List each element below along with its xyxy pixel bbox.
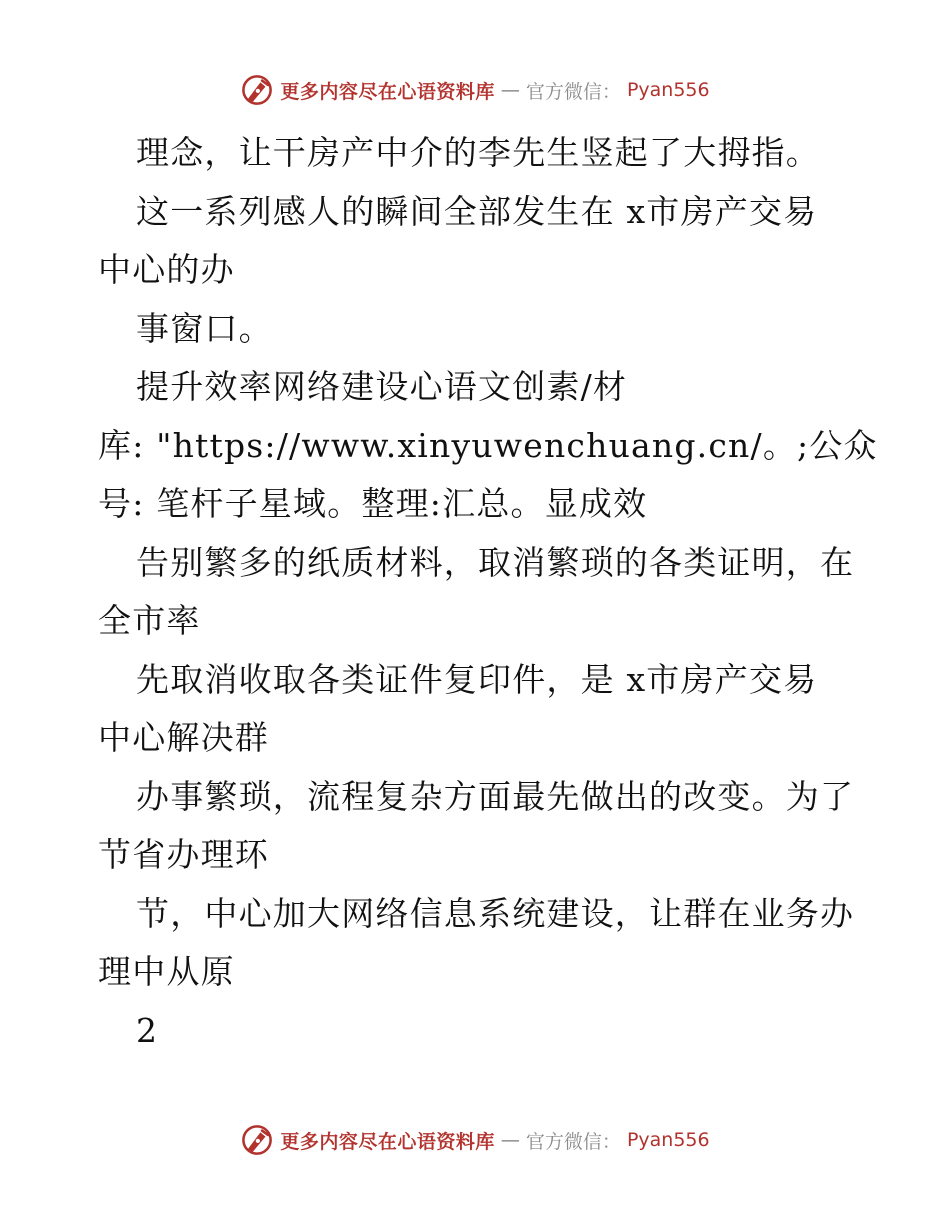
text-line: 全市率: [98, 601, 201, 640]
pen-nib-circle-icon: [240, 73, 274, 107]
banner-text: 更多内容尽在心语资料库: [280, 1130, 495, 1153]
text-line: 告别繁多的纸质材料，取消繁琐的各类证明，在: [136, 542, 855, 582]
banner-wechat-label: 官方微信：: [525, 1130, 621, 1153]
page-number: 2: [136, 1010, 159, 1050]
text-line: 号: 笔杆子星域。整理:汇总。显成效: [98, 484, 648, 523]
banner-wechat-label: 官方微信：: [525, 80, 621, 103]
text-line: 先取消收取各类证件复印件，是 x市房产交易: [136, 659, 818, 699]
header-banner: [0, 70, 950, 110]
banner-wechat-id: Pyan556: [626, 1129, 710, 1151]
text-line: 办事繁琐，流程复杂方面最先做出的改变。为了: [136, 776, 855, 816]
text-line: 节，中心加大网络信息系统建设，让群在业务办: [136, 893, 855, 933]
text-line: 中心解决群: [98, 718, 269, 757]
text-line: 理念，让干房产中介的李先生竖起了大拇指。: [136, 133, 820, 172]
banner-separator: —: [500, 79, 520, 101]
text-line: 库: "https://www.xinyuwenchuang.cn/。;公众: [98, 425, 878, 465]
banner-wechat-id: Pyan556: [626, 79, 710, 101]
banner-text: 更多内容尽在心语资料库: [280, 80, 495, 103]
document-body: [98, 124, 878, 1060]
text-line: 提升效率网络建设心语文创素/材: [136, 367, 628, 406]
banner-separator: —: [500, 1129, 520, 1151]
pen-nib-circle-icon: [240, 1123, 274, 1157]
text-line: 节省办理环: [98, 835, 269, 874]
footer-banner: [0, 1120, 950, 1160]
text-line: 理中从原: [98, 952, 235, 991]
text-line: 中心的办: [98, 250, 235, 289]
text-line: 这一系列感人的瞬间全部发生在 x市房产交易: [136, 191, 818, 231]
text-line: 事窗口。: [136, 308, 273, 348]
